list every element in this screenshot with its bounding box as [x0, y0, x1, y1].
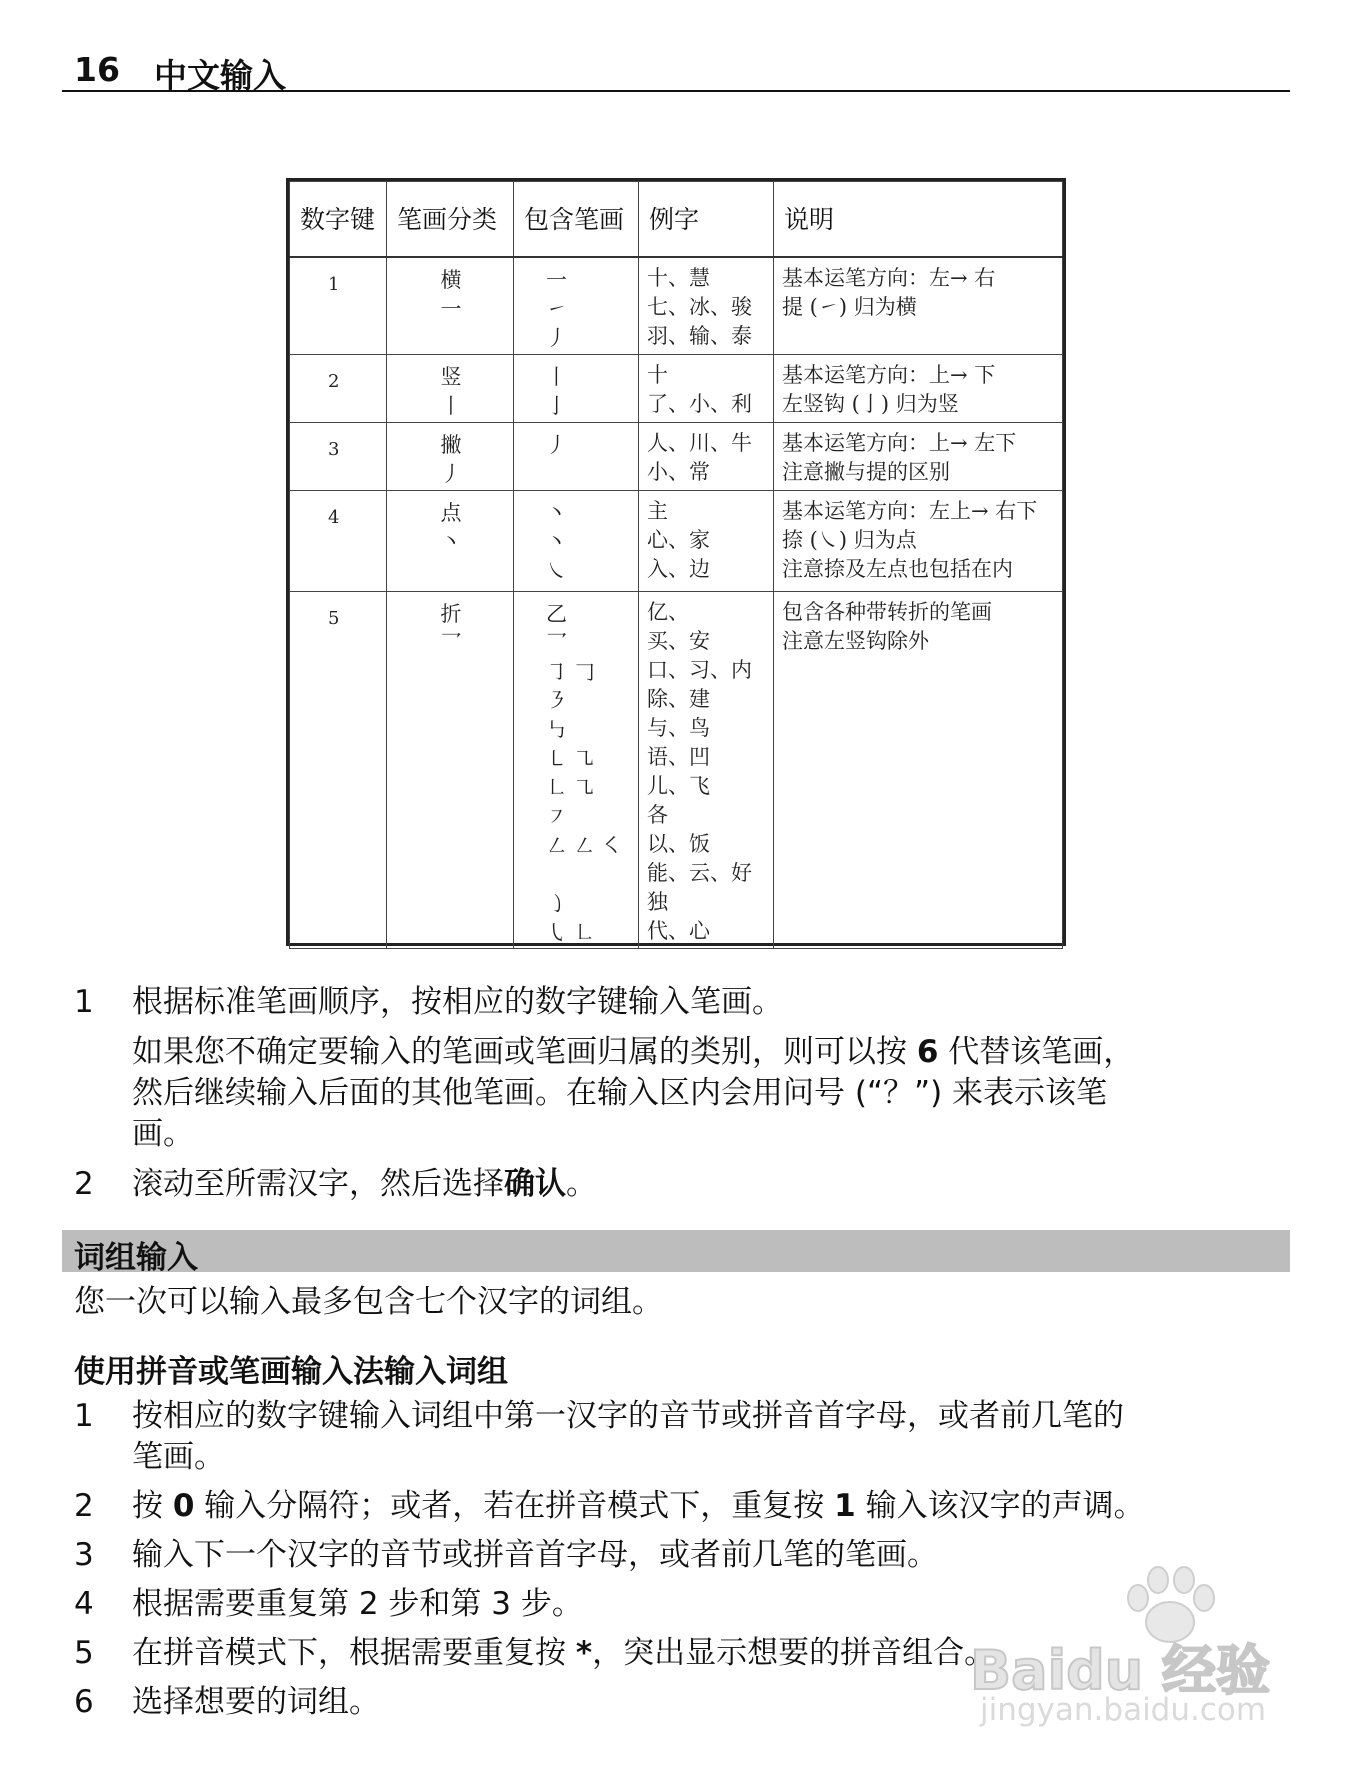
- step-number: 2: [74, 1166, 94, 1202]
- table-row: [290, 592, 1063, 949]
- table-row: [290, 423, 1063, 491]
- step-number: 1: [74, 1398, 94, 1434]
- table-cell-strokes: 丶 丶 ㇏: [514, 491, 639, 592]
- table-cell-category: 折 乛: [387, 592, 514, 949]
- section-heading: 词组输入: [62, 1230, 1290, 1272]
- step-text: 输入下一个汉字的音节或拼音首字母，或者前几笔的笔画。: [132, 1537, 938, 1573]
- table-cell-category: 横 一: [387, 257, 514, 355]
- step-text: 滚动至所需汉字，然后选择确认。: [132, 1166, 597, 1202]
- subsection-heading: 使用拼音或笔画输入法输入词组: [74, 1354, 508, 1390]
- step-text: 根据标准笔画顺序，按相应的数字键输入笔画。: [132, 984, 783, 1020]
- table-cell-description: 包含各种带转折的笔画 注意左竖钩除外: [774, 592, 1063, 949]
- table-row: [290, 257, 1063, 355]
- table-cell-category: 竖 丨: [387, 355, 514, 423]
- table-cell-description: 基本运笔方向：左→ 右 提 (㇀) 归为横: [774, 257, 1063, 355]
- table-cell-examples: 亿、 买、安 口、习、内 除、建 与、鸟 语、凹 儿、飞 各 以、饭 能、云、好 独 代、心: [639, 592, 774, 949]
- table-row: [290, 355, 1063, 423]
- page-header: [62, 48, 1290, 95]
- step-number: 4: [74, 1586, 94, 1622]
- step-number: 1: [74, 984, 94, 1020]
- section-intro: 您一次可以输入最多包含七个汉字的词组。: [74, 1284, 663, 1320]
- table-cell-examples: 十 了、小、利: [639, 355, 774, 423]
- table-cell-description: 基本运笔方向：上→ 下 左竖钩 (亅) 归为竖: [774, 355, 1063, 423]
- column-header: 例字: [639, 182, 774, 257]
- watermark-url: jingyan.baidu.com: [980, 1692, 1267, 1728]
- column-header: 数字键: [290, 182, 387, 257]
- table-cell-examples: 十、慧 七、冰、骏 羽、输、泰: [639, 257, 774, 355]
- stroke-table: [286, 178, 1066, 946]
- column-header: 包含笔画: [514, 182, 639, 257]
- watermark-text: Baidu 经验: [970, 1639, 1271, 1702]
- step-text: 选择想要的词组。: [132, 1684, 380, 1720]
- table-cell-key: 2: [290, 355, 387, 423]
- table-cell-key: 4: [290, 491, 387, 592]
- table-cell-category: 点 丶: [387, 491, 514, 592]
- step-text: 按相应的数字键输入词组中第一汉字的音节或拼音首字母，或者前几笔的 笔画。: [132, 1398, 1124, 1475]
- step-text: 在拼音模式下，根据需要重复按 *，突出显示想要的拼音组合。: [132, 1635, 996, 1671]
- table-cell-strokes: 乙 乛 ㇆ 𠃌 ㇋ ㇉ ㇄ ㇈ ㇗ ㇈ ㇇ ㇜ ㇜ ㇛ ㇁ ㇂ ㇗: [514, 592, 639, 949]
- table-cell-strokes: 一 ㇀ 丿: [514, 257, 639, 355]
- page-number: 16: [74, 50, 120, 89]
- column-header: 笔画分类: [387, 182, 514, 257]
- step-number: 2: [74, 1488, 94, 1524]
- table-cell-description: 基本运笔方向：左上→ 右下 捺 (㇏) 归为点 注意捺及左点也包括在内: [774, 491, 1063, 592]
- table-cell-key: 1: [290, 257, 387, 355]
- column-header: 说明: [774, 182, 1063, 257]
- table-cell-strokes: 丿: [514, 423, 639, 491]
- step-number: 3: [74, 1537, 94, 1573]
- table-cell-key: 3: [290, 423, 387, 491]
- table-cell-examples: 主 心、家 入、边: [639, 491, 774, 592]
- table-cell-strokes: 丨 亅: [514, 355, 639, 423]
- step-number: 6: [74, 1684, 94, 1720]
- table-header-row: [290, 182, 1063, 257]
- baidu-watermark: [960, 1560, 1320, 1750]
- step-text: 根据需要重复第 2 步和第 3 步。: [132, 1586, 583, 1622]
- table-cell-category: 撇 丿: [387, 423, 514, 491]
- table-cell-examples: 人、川、牛 小、常: [639, 423, 774, 491]
- table-row: [290, 491, 1063, 592]
- table-cell-description: 基本运笔方向：上→ 左下 注意撇与提的区别: [774, 423, 1063, 491]
- page-title: 中文输入: [154, 56, 286, 95]
- table-cell-key: 5: [290, 592, 387, 949]
- step-number: 5: [74, 1635, 94, 1671]
- step-text: 按 0 输入分隔符；或者，若在拼音模式下，重复按 1 输入该汉字的声调。: [132, 1488, 1145, 1524]
- step-note: 如果您不确定要输入的笔画或笔画归属的类别，则可以按 6 代替该笔画， 然后继续输入后面的其他笔画。在输入区内会用问号 (“？”) 来表示该笔 画。: [132, 1034, 1135, 1152]
